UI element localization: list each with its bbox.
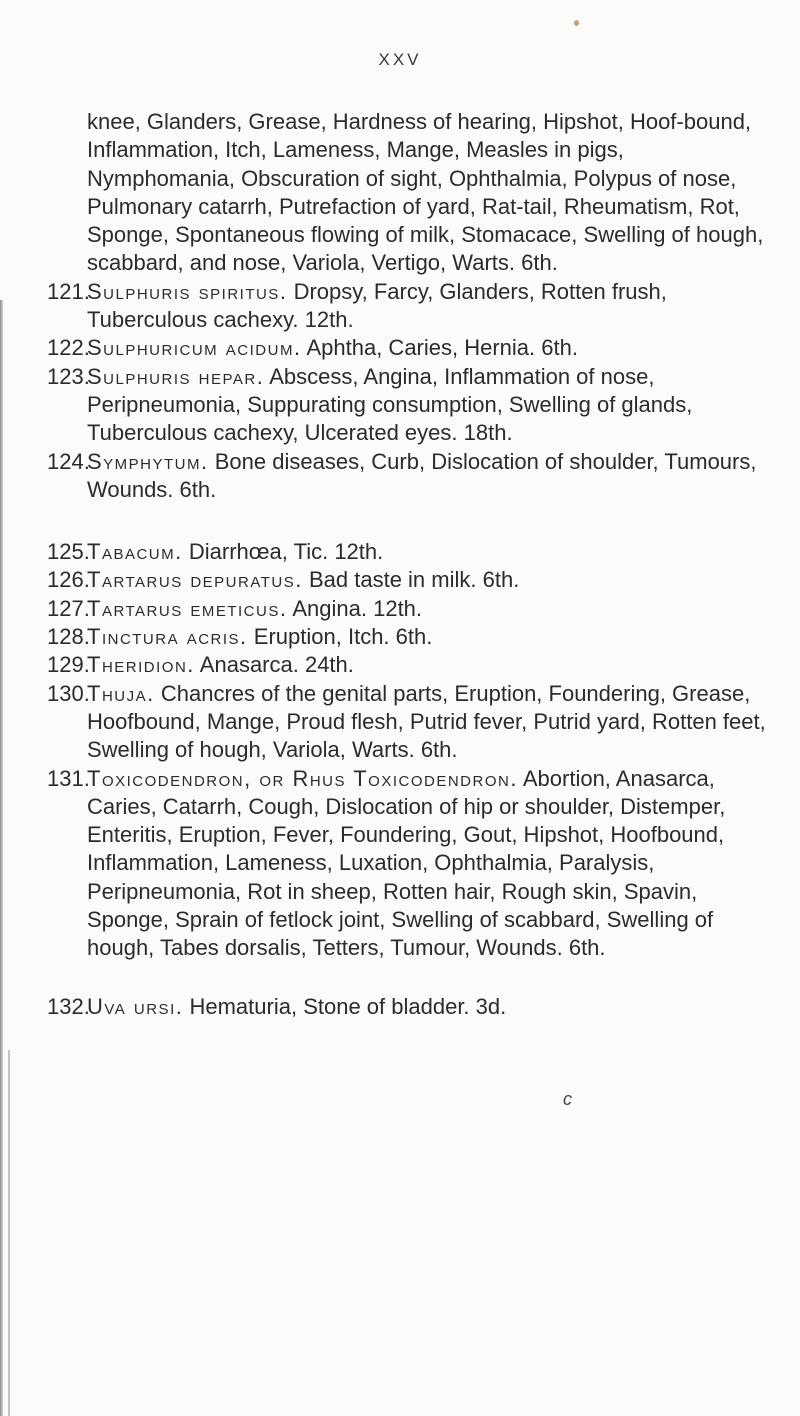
remedy-uses: Chancres of the genital parts, Eruption, Foundering, Grease, Hoofbound, Mange, Proud flesh, Putrid fever, Putrid yard, Rotten feet, Swelling of hough, Variola, Warts. 6th. <box>87 680 766 763</box>
entry-123 <box>48 363 768 448</box>
remedy-name: Tabacum. <box>87 539 183 565</box>
remedy-name: Theridion. <box>87 652 195 678</box>
entry-129 <box>48 651 768 679</box>
entry-130 <box>48 680 768 765</box>
remedy-uses: Hematuria, Stone of bladder. 3d. <box>189 993 507 1019</box>
entry-131 <box>48 765 768 963</box>
remedy-uses: Bone diseases, Curb, Dislocation of shoulder, Tumours, Wounds. 6th. <box>87 448 757 502</box>
remedy-name: Thuja. <box>87 680 155 706</box>
remedy-name: Sulphuris hepar. <box>87 363 265 389</box>
continuation-text: knee, Glanders, Grease, Hardness of hearing, Hipshot, Hoof-bound, Inflammation, Itch, Lameness, Mange, Measles in pigs, Nymphomania, Obscuration of sight, Ophthalmia, Polypus of nose, Pulmonary catarrh, Putrefaction of yard, Rat-tail, Rheumatism, Rot, Sponge, Spontaneous flowing of milk, Stomacace, Swelling of hough, scabbard, and nose, Variola, Vertigo, Warts. 6th. <box>87 109 764 276</box>
entry-128 <box>48 623 768 651</box>
entry-132 <box>48 993 768 1021</box>
entry-number: 130. <box>47 680 90 706</box>
entry-126 <box>48 566 768 594</box>
remedy-name: Uva ursi. <box>87 993 184 1019</box>
remedy-name: Toxicodendron, or Rhus Toxicodendron. <box>87 765 518 791</box>
entry-number: 126. <box>47 567 90 593</box>
entry-number: 124. <box>47 448 90 474</box>
entry-number: 122. <box>47 335 90 361</box>
entry-number: 128. <box>47 624 90 650</box>
remedy-name: Sulphuris spiritus. <box>87 278 288 304</box>
remedy-uses: Angina. 12th. <box>292 595 423 621</box>
remedy-uses: Anasarca. 24th. <box>199 652 354 678</box>
entry-124 <box>48 448 768 505</box>
remedy-name: Tartarus depuratus. <box>87 567 303 593</box>
remedy-uses: Bad taste in milk. 6th. <box>308 567 520 593</box>
remedy-uses: Diarrhœa, Tic. 12th. <box>188 539 384 565</box>
remedy-name: Tinctura acris. <box>87 624 248 650</box>
section-gap <box>48 504 768 538</box>
paper-speck <box>574 20 579 26</box>
remedy-name: Sulphuricum acidum. <box>87 335 302 361</box>
signature-mark: c <box>563 1089 572 1109</box>
entry-125 <box>48 538 768 566</box>
entry-number: 129. <box>47 652 90 678</box>
entry-number: 121. <box>47 278 90 304</box>
entry-number: 132. <box>47 993 90 1019</box>
page-body <box>48 108 768 1021</box>
remedy-uses: Aphtha, Caries, Hernia. 6th. <box>306 335 578 361</box>
entry-number: 125. <box>47 539 90 565</box>
entry-number: 127. <box>47 595 90 621</box>
remedy-name: Symphytum. <box>87 448 209 474</box>
page-edge-shadow <box>0 300 3 1416</box>
section-gap <box>48 963 768 993</box>
remedy-uses: Eruption, Itch. 6th. <box>253 624 433 650</box>
entry-number: 131. <box>47 765 90 791</box>
remedy-uses: Abortion, Anasarca, Caries, Catarrh, Cough, Dislocation of hip or shoulder, Distemper, Enteritis, Eruption, Fever, Foundering, Gout, Hipshot, Hoofbound, Inflammation, Lameness, Luxation, Ophthalmia, Paralysis, Peripneumonia, Rot in sheep, Rotten hair, Rough skin, Spavin, Sponge, Sprain of fetlock joint, Swelling of scabbard, Swelling of hough, Tabes dorsalis, Tetters, Tumour, Wounds. 6th. <box>87 765 726 961</box>
entry-121 <box>48 278 768 335</box>
remedy-name: Tartarus emeticus. <box>87 595 288 621</box>
remedy-uses: Dropsy, Farcy, Glanders, Rotten frush, Tuberculous cachexy. 12th. <box>87 278 667 333</box>
entry-number: 123. <box>47 363 90 389</box>
page-edge-line <box>8 1050 10 1416</box>
entry-127 <box>48 595 768 623</box>
entry-122 <box>48 334 768 362</box>
page-number: XXV <box>378 50 422 69</box>
remedy-uses: Abscess, Angina, Inflammation of nose, Peripneumonia, Suppurating consumption, Swelling of glands, Tuberculous cachexy, Ulcerated eyes. 18th. <box>87 363 693 446</box>
